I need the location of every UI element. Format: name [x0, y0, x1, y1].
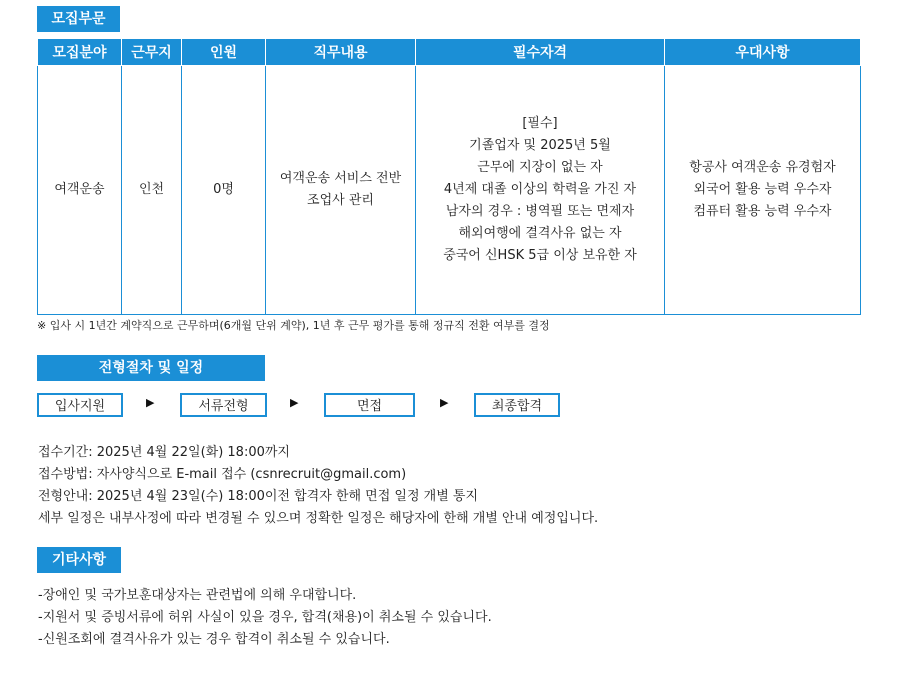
etc-line: -장애인 및 국가보훈대상자는 관련법에 의해 우대합니다. [38, 588, 357, 603]
duty-line: 여객운송 서비스 전반 [279, 171, 402, 186]
required-line: 4년제 대졸 이상의 학력을 가진 자 [443, 182, 637, 197]
header-count: 인원 [182, 39, 266, 66]
arrow-icon: ▶ [440, 396, 449, 409]
cell-field: 여객운송 [38, 66, 122, 315]
arrow-icon: ▶ [290, 396, 299, 409]
process-line-guide: 전형안내: 2025년 4월 23일(수) 18:00이전 합격자 한해 면접 일정 개별 통지 [38, 489, 479, 504]
required-line: 해외여행에 결격사유 없는 자 [458, 226, 622, 241]
step-apply: 입사지원 [37, 393, 123, 417]
process-section-badge: 전형절차 및 일정 [37, 355, 265, 381]
table-row [38, 66, 861, 315]
required-line: [필수] [522, 116, 558, 131]
contract-note: ※ 입사 시 1년간 계약직으로 근무하며(6개월 단위 계약), 1년 후 근무 평가를 통해 정규직 전환 여부를 결정 [37, 319, 550, 332]
recruit-table [37, 38, 861, 315]
process-line-period: 접수기간: 2025년 4월 22일(화) 18:00까지 [38, 445, 290, 460]
cell-required [416, 66, 665, 315]
step-interview: 면접 [324, 393, 415, 417]
step-final-pass: 최종합격 [474, 393, 560, 417]
process-line-method: 접수방법: 자사양식으로 E-mail 접수 (csnrecruit@gmail.com) [38, 467, 407, 482]
etc-section-badge: 기타사항 [37, 547, 121, 573]
step-document-screening: 서류전형 [180, 393, 267, 417]
arrow-icon: ▶ [146, 396, 155, 409]
cell-count: 0명 [182, 66, 266, 315]
header-duties: 직무내용 [266, 39, 416, 66]
preferred-line: 컴퓨터 활용 능력 우수자 [693, 204, 832, 219]
header-location: 근무지 [122, 39, 182, 66]
etc-line: -신원조회에 결격사유가 있는 경우 합격이 취소될 수 있습니다. [38, 632, 390, 647]
recruit-section-badge: 모집부문 [37, 6, 120, 32]
preferred-line: 외국어 활용 능력 우수자 [693, 182, 832, 197]
required-line: 남자의 경우 : 병역필 또는 면제자 [445, 204, 635, 219]
duty-line: 조업사 관리 [307, 193, 374, 208]
header-preferred: 우대사항 [665, 39, 861, 66]
etc-line: -지원서 및 증빙서류에 허위 사실이 있을 경우, 합격(채용)이 취소될 수 있습니다. [38, 610, 492, 625]
cell-duties [266, 66, 416, 315]
header-field: 모집분야 [38, 39, 122, 66]
required-line: 기졸업자 및 2025년 5월 [469, 138, 611, 153]
cell-location: 인천 [122, 66, 182, 315]
process-line-detail: 세부 일정은 내부사정에 따라 변경될 수 있으며 정확한 일정은 해당자에 한해 개별 안내 예정입니다. [38, 511, 599, 526]
required-line: 근무에 지장이 없는 자 [477, 160, 603, 175]
header-required: 필수자격 [416, 39, 665, 66]
required-line: 중국어 신HSK 5급 이상 보유한 자 [443, 248, 637, 263]
cell-preferred [665, 66, 861, 315]
table-header-row [38, 39, 861, 66]
preferred-line: 항공사 여객운송 유경험자 [689, 160, 836, 175]
